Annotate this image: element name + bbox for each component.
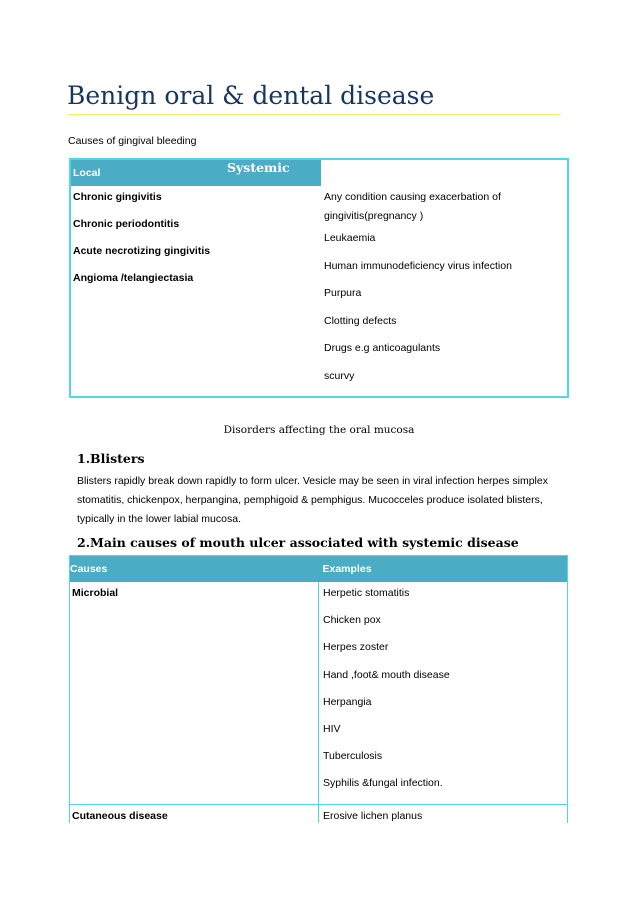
section-heading: Disorders affecting the oral mucosa: [223, 424, 415, 436]
blisters-heading: 1.Blisters: [77, 451, 145, 466]
systemic-causes-cell: [321, 186, 568, 397]
local-cause-item: Chronic gingivitis: [73, 191, 162, 203]
example-item: Chicken pox: [323, 614, 381, 627]
systemic-cause-item: [324, 190, 563, 231]
systemic-cause-item: Clotting defects: [324, 314, 397, 327]
example-item: Syphilis &fungal infection.: [323, 777, 443, 790]
examples-cell: [319, 804, 568, 823]
example-item: Tuberculosis: [323, 750, 383, 763]
table-row: [70, 804, 568, 823]
example-item: Herpetic stomatitis: [323, 587, 410, 599]
example-item: Herpangia: [323, 695, 372, 708]
examples-cell: [319, 582, 568, 804]
table2-header-row: [70, 556, 568, 583]
systemic-cause-item: Leukaemia: [324, 232, 376, 244]
table1-caption: Causes of gingival bleeding: [68, 135, 197, 147]
systemic-cause-item: scurvy: [324, 369, 355, 382]
table1-body-row: [70, 186, 568, 397]
table1-header-local: Local: [70, 159, 321, 186]
systemic-cause-item: Human immunodeficiency virus infection: [324, 259, 512, 272]
systemic-cause-line: Any condition causing exacerbation of: [324, 191, 501, 203]
blisters-paragraph: Blisters rapidly break down rapidly to form ulcer. Vesicle may be seen in viral infection herpes simplex stomatitis, chickenpox, herpangina, pemphigoid & pemphigus. Mucocceles produce isolated blisters, typically in the lower labial mucosa.: [77, 475, 548, 525]
example-item: Erosive lichen planus: [323, 809, 423, 822]
local-cause-item: Acute necrotizing gingivitis: [73, 245, 211, 257]
gingival-bleeding-table: [69, 158, 569, 398]
table-row: [70, 582, 568, 804]
document-title: Benign oral & dental disease: [67, 81, 435, 110]
table1-header-row: [70, 159, 568, 186]
mouth-ulcer-table: [69, 555, 568, 823]
example-item: Hand ,foot& mouth disease: [323, 668, 450, 681]
cause-cell: Microbial: [72, 587, 119, 599]
ulcer-heading: 2.Main causes of mouth ulcer associated with systemic disease: [77, 535, 519, 550]
local-causes-cell: [70, 186, 321, 397]
example-item: Herpes zoster: [323, 641, 389, 654]
title-underline: [67, 114, 561, 115]
local-cause-item: Angioma /telangiectasia: [73, 272, 194, 284]
systemic-cause-line: gingivitis(pregnancy ): [324, 210, 424, 222]
example-item: HIV: [323, 722, 341, 735]
systemic-cause-item: Purpura: [324, 287, 362, 299]
cause-cell: Cutaneous disease: [70, 804, 319, 823]
table1-header-systemic: Systemic: [147, 160, 290, 186]
table2-header-causes: Causes: [70, 556, 319, 583]
table2-header-examples: Examples: [319, 556, 568, 583]
systemic-cause-item: Drugs e.g anticoagulants: [324, 342, 441, 354]
local-cause-item: Chronic periodontitis: [73, 218, 180, 230]
